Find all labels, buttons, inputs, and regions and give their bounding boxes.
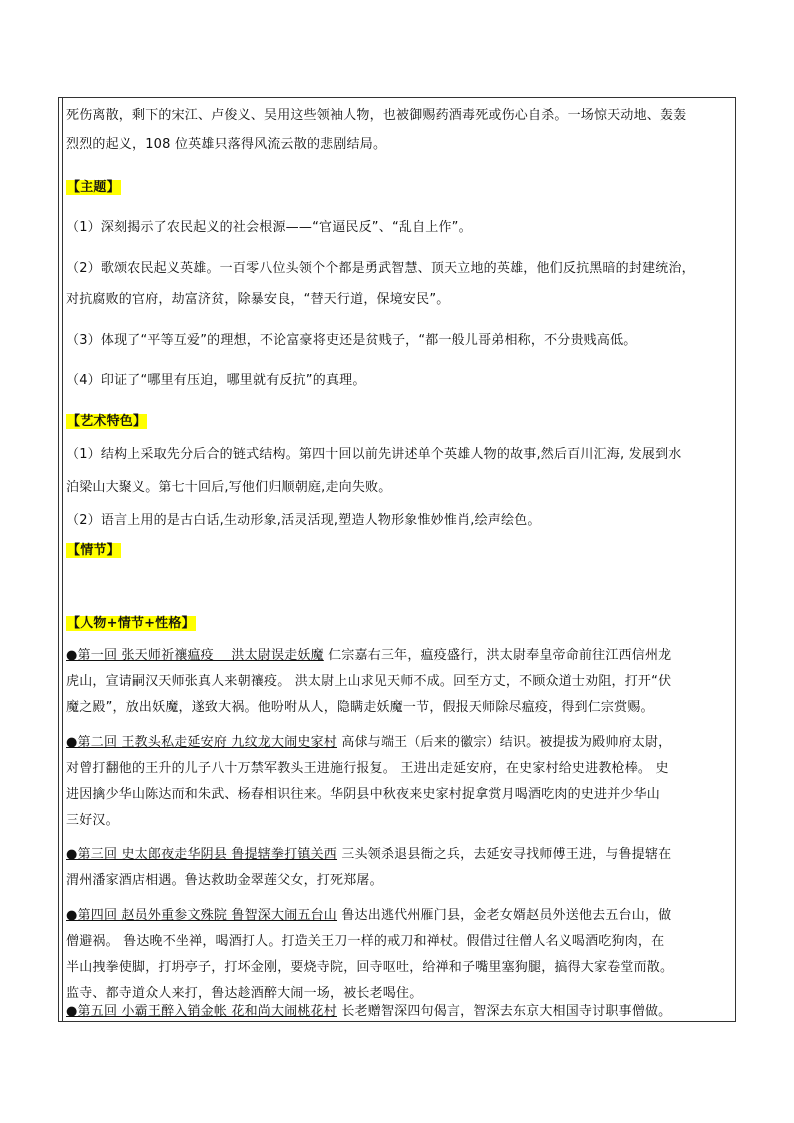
- theme-heading: [66, 175, 730, 200]
- chapter-2-line-2: 对曾打翻他的王升的儿子八十万禁军教头王进施行报复。 王进出走延安府，在史家村给史进教枪棒。 史: [66, 761, 669, 776]
- chars-heading-text: 【人物+情节+性格】: [67, 616, 195, 631]
- chapter-4-line-4: 监寺、都寺道众人来打，鲁达趁酒醉大闹一场，被长老喝住。: [66, 986, 423, 1001]
- chars-heading: [66, 611, 730, 636]
- chapter-2-line-3: 进因擒少华山陈达而和朱武、杨春相识往来。华阴县中秋夜来史家村捉拿赏月喝酒吃肉的史进并少华山: [66, 787, 661, 802]
- chapter-1-line-1: [66, 643, 730, 668]
- theme-item-2b: 对抗腐败的官府，劫富济贫，除暴安良，“替天行道，保境安民”。: [66, 292, 450, 307]
- plot-heading: [66, 538, 730, 563]
- chapter-5-text: 长老赠智深四句偈言，智深去东京大相国寺讨职事僧做。: [337, 1004, 672, 1019]
- art-heading-text: 【艺术特色】: [67, 414, 147, 429]
- theme-item-1: （1）深刻揭示了农民起义的社会根源——“官逼民反”、“乱自上作”。: [66, 220, 472, 235]
- theme-item-2a: （2）歌颂农民起义英雄。一百零八位头领个个都是勇武智慧、顶天立地的英雄，他们反抗黑暗的封建统治，: [66, 261, 695, 276]
- chapter-3-title: ●第三回 史太郎夜走华阴县 鲁提辖拳打镇关西: [66, 847, 338, 862]
- plot-heading-text: 【情节】: [67, 543, 120, 558]
- theme-item-3: （3）体现了“平等互爱”的理想，不论富豪将吏还是贫贱子，“都一般儿哥弟相称，不分贵贱高低。: [66, 333, 637, 348]
- chapter-2-text: 高俅与端王（后来的徽宗）结识。被提拔为殿帅府太尉，: [337, 735, 672, 750]
- chapter-2-line-4: 三好汉。: [66, 813, 119, 828]
- chapter-3-text: 三头领杀退县衙之兵，去延安寻找师傅王进，与鲁提辖在: [337, 847, 672, 862]
- chapter-2-line-1: [66, 730, 730, 755]
- chapter-5-title: ●第五回 小霸王醉入销金帐 花和尚大闹桃花村: [66, 1004, 338, 1019]
- art-item-2: （2）语言上用的是古白话,生动形象,活灵活现,塑造人物形象惟妙惟肖,绘声绘色。: [66, 513, 541, 528]
- art-heading: [66, 409, 730, 434]
- chapter-5-line-1: [66, 999, 730, 1024]
- chapter-4-text: 鲁达出逃代州雁门县，金老女婿赵员外送他去五台山，做: [337, 908, 672, 923]
- theme-item-4: （4）印证了“哪里有压迫，哪里就有反抗”的真理。: [66, 373, 366, 388]
- chapter-4-line-1: [66, 903, 730, 928]
- chapter-1-line-2: 虎山，宣请嗣汉天师张真人来朝禳疫。 洪太尉上山求见天师不成。回至方丈，不顾众道士劝阻，打开“伏: [66, 674, 672, 689]
- chapter-2-title: ●第二回 王教头私走延安府 九纹龙大闹史家村: [66, 735, 338, 750]
- chapter-4-line-2: 僧避祸。 鲁达晚不坐禅，喝酒打人。打造关王刀一样的戒刀和禅杖。假借过往僧人名义喝酒吃狗肉，在: [66, 934, 665, 949]
- intro-line-1: 死伤离散，剩下的宋江、卢俊义、吴用这些领袖人物，也被御赐药酒毒死或伤心自杀。一场惊天动地、轰轰: [66, 108, 687, 123]
- column-divider: [62, 97, 63, 1022]
- theme-heading-text: 【主题】: [67, 180, 120, 195]
- chapter-1-title: ●第一回 张天师祈禳瘟疫 洪太尉误走妖魔: [66, 648, 324, 663]
- intro-line-2: 烈烈的起义，108 位英雄只落得风流云散的悲剧结局。: [66, 137, 387, 152]
- chapter-1-line-3: 魔之殿”，放出妖魔，遂致大祸。他吩咐从人，隐瞒走妖魔一节，假报天师除尽瘟疫，得到仁宗赏赐。: [66, 700, 654, 715]
- chapter-4-line-3: 半山拽拳使脚，打坍亭子，打坏金刚，要烧寺院，回寺呕吐，给禅和子嘴里塞狗腿，搞得大家卷堂而散。: [66, 960, 674, 975]
- chapter-3-line-1: [66, 842, 730, 867]
- chapter-4-title: ●第四回 赵员外重参文殊院 鲁智深大闹五台山: [66, 908, 338, 923]
- art-item-1a: （1）结构上采取先分后合的链式结构。第四十回以前先讲述单个英雄人物的故事,然后百川汇海, 发展到水: [66, 447, 682, 462]
- chapter-1-text: 仁宗嘉右三年，瘟疫盛行，洪太尉奉皇帝命前往江西信州龙: [323, 648, 672, 663]
- chapter-3-line-2: 渭州潘家酒店相遇。鲁达救助金翠莲父女，打死郑屠。: [66, 873, 383, 888]
- art-item-1b: 泊梁山大聚义。第七十回后,写他们归顺朝庭,走向失败。: [66, 480, 392, 495]
